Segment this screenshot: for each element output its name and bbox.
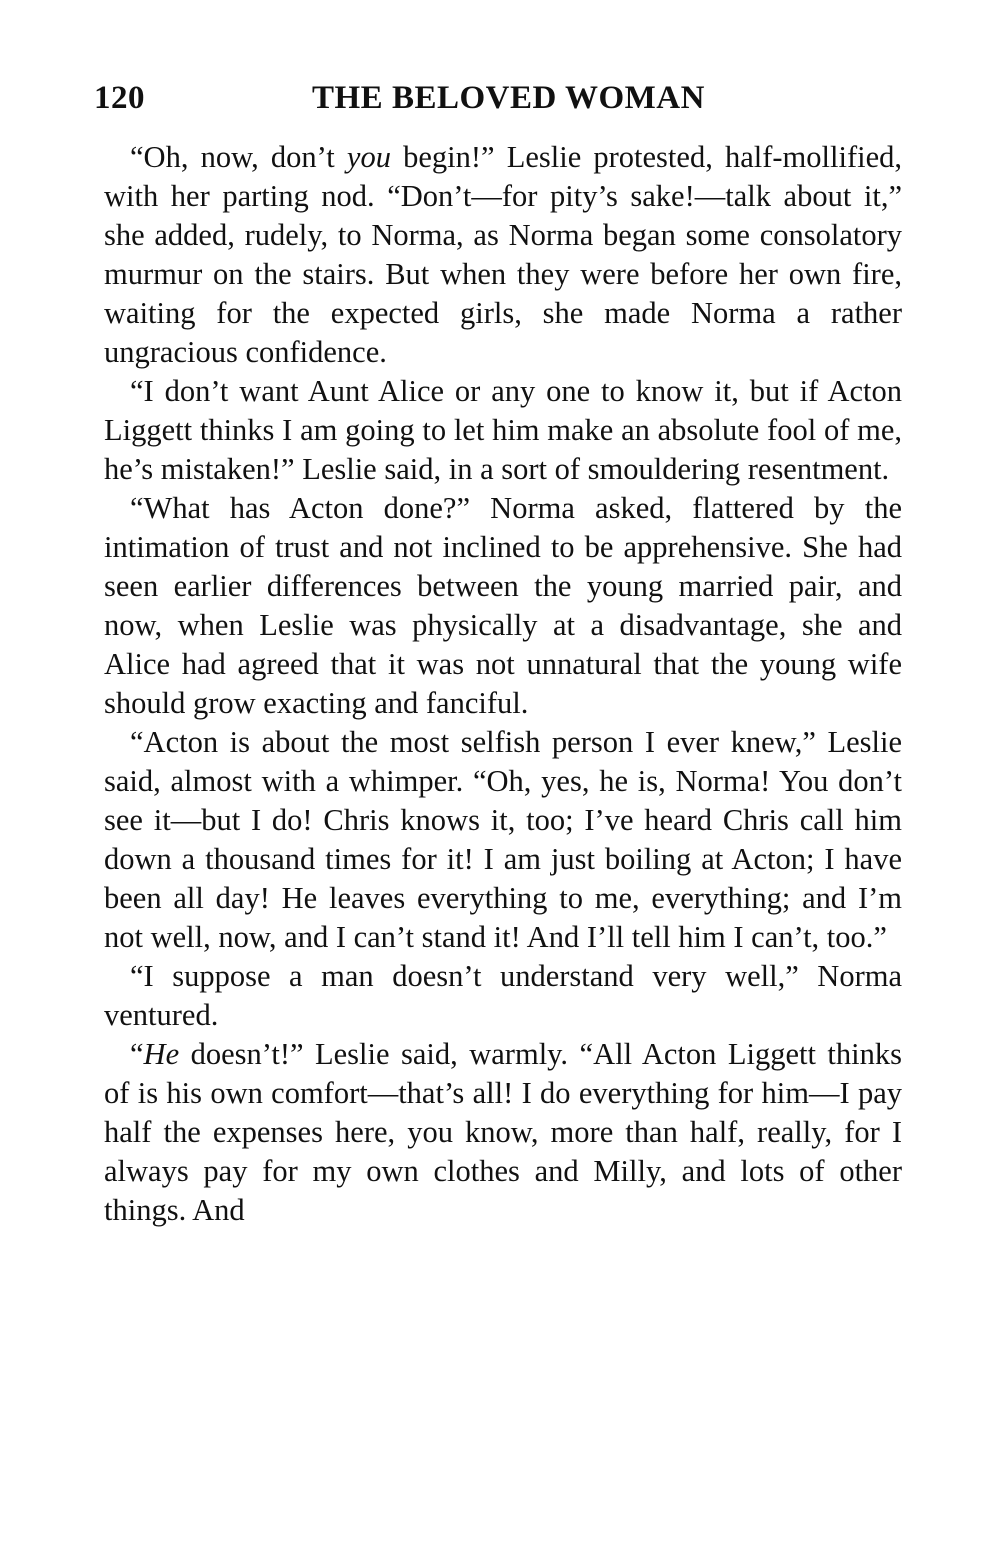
paragraph-6: “He doesn’t!” Leslie said, warmly. “All Acton Liggett thinks of is his own comfort—that’s all! I do everything for him—I pay half the expenses here, you know, more than half, really, for I always pay for my own clothes and Milly, and lots of other things. And xyxy=(104,1037,902,1227)
paragraph-4: “Acton is about the most selfish person I ever knew,” Leslie said, almost with a whimper. “Oh, yes, he is, Norma! You don’t see it—but I do! Chris knows it, too; I’ve heard Chris call him down a thousand times for it! I am just boiling at Acton; I have been all day! He leaves everything to me, everything; and I’m not well, now, and I can’t stand it! And I’ll tell him I can’t, too.” xyxy=(104,725,902,954)
body-text xyxy=(104,138,902,1230)
emphasis-you: you xyxy=(346,140,391,174)
paragraph-5: “I suppose a man doesn’t understand very well,” Norma ventured. xyxy=(104,959,902,1032)
book-page xyxy=(94,80,902,1230)
page-header xyxy=(94,80,902,126)
paragraph-2: “I don’t want Aunt Alice or any one to know it, but if Acton Liggett thinks I am going to let him make an absolute fool of me, he’s mistaken!” Leslie said, in a sort of smouldering resentment. xyxy=(104,374,902,486)
page-number: 120 xyxy=(94,80,145,116)
emphasis-he: He xyxy=(143,1037,180,1071)
paragraph-1: “Oh, now, don’t you begin!” Leslie protested, half-mollified, with her parting nod. “Don’t—for pity’s sake!—talk about it,” she added, rudely, to Norma, as Norma began some consolatory murmur on the stairs. But when they were before her own fire, waiting for the expected girls, she made Norma a rather ungracious confidence. xyxy=(104,140,902,369)
paragraph-3: “What has Acton done?” Norma asked, flattered by the intimation of trust and not inclined to be apprehensive. She had seen earlier differences between the young married pair, and now, when Leslie was physically at a disadvantage, she and Alice had agreed that it was not unnatural that the young wife should grow exacting and fanciful. xyxy=(104,491,902,720)
running-head: THE BELOVED WOMAN xyxy=(312,80,705,116)
